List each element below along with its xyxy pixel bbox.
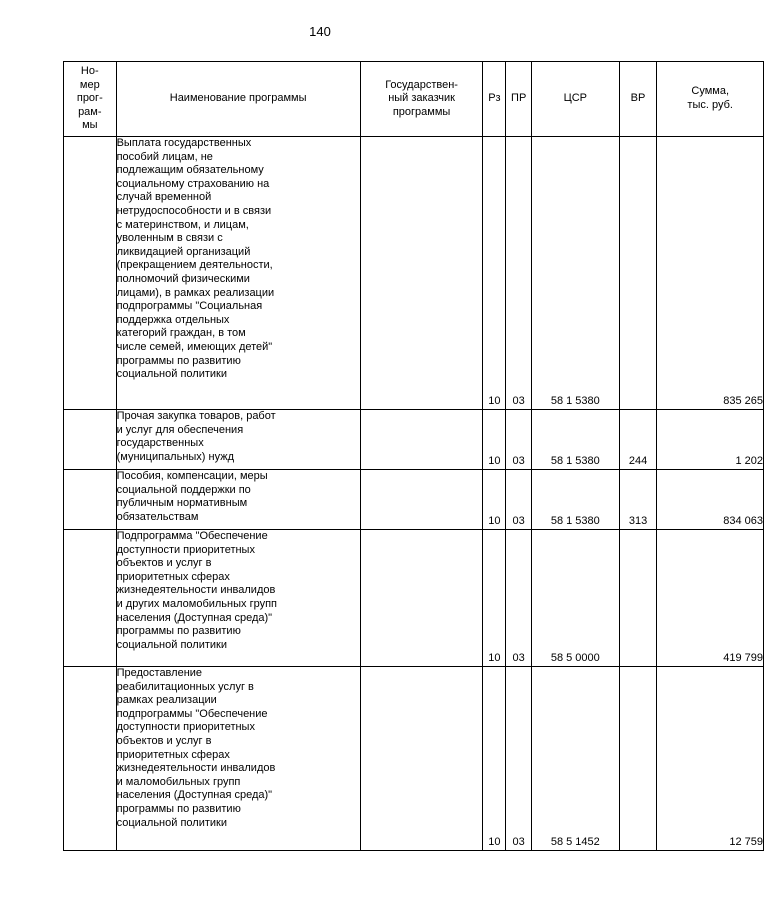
table-row xyxy=(64,530,764,667)
sum-cell: 1 202 xyxy=(657,410,764,470)
csr-cell: 58 1 5380 xyxy=(531,137,619,410)
program-number-cell xyxy=(64,530,117,667)
pr-cell: 03 xyxy=(506,137,532,410)
page-number: 140 xyxy=(309,24,331,39)
table-row xyxy=(64,137,764,410)
header-vr: ВР xyxy=(619,62,657,137)
vr-cell xyxy=(619,137,657,410)
program-name-cell: Выплата государственных пособий лицам, не подлежащим обязательному социальному страхованию на случай временной нетрудоспособности и в связи с материнством, и лицам, уволенным в связи с ликвидацией организаций (прекращением деятельности, полномочий физическими лицами), в рамках реализации подпрограммы "Социальная поддержка отдельных категорий граждан, в том числе семей, имеющих детей" программы по развитию социальной политики xyxy=(116,137,360,410)
vr-cell xyxy=(619,530,657,667)
sum-cell: 834 063 xyxy=(657,470,764,530)
rz-cell: 10 xyxy=(483,137,506,410)
table-row xyxy=(64,667,764,851)
budget-table xyxy=(63,61,764,851)
program-number-cell xyxy=(64,667,117,851)
vr-cell xyxy=(619,667,657,851)
state-customer-cell xyxy=(360,530,483,667)
program-name-cell: Предоставление реабилитационных услуг в рамках реализации подпрограммы "Обеспечение доступности приоритетных объектов и услуг в приоритетных сферах жизнедеятельности инвалидов и маломобильных групп населения (Доступная среда)" программы по развитию социальной политики xyxy=(116,667,360,851)
program-name-cell: Пособия, компенсации, меры социальной поддержки по публичным нормативным обязательствам xyxy=(116,470,360,530)
header-program-name: Наименование программы xyxy=(116,62,360,137)
header-state-customer: Государствен- ный заказчик программы xyxy=(360,62,483,137)
table-header-row xyxy=(64,62,764,137)
table-row xyxy=(64,470,764,530)
pr-cell: 03 xyxy=(506,410,532,470)
vr-cell: 244 xyxy=(619,410,657,470)
header-pr: ПР xyxy=(506,62,532,137)
sum-cell: 835 265 xyxy=(657,137,764,410)
program-name-cell: Прочая закупка товаров, работ и услуг для обеспечения государственных (муниципальных) нужд xyxy=(116,410,360,470)
program-number-cell xyxy=(64,410,117,470)
state-customer-cell xyxy=(360,470,483,530)
csr-cell: 58 1 5380 xyxy=(531,410,619,470)
rz-cell: 10 xyxy=(483,667,506,851)
table-row xyxy=(64,410,764,470)
header-rz: Рз xyxy=(483,62,506,137)
pr-cell: 03 xyxy=(506,530,532,667)
sum-cell: 419 799 xyxy=(657,530,764,667)
csr-cell: 58 1 5380 xyxy=(531,470,619,530)
vr-cell: 313 xyxy=(619,470,657,530)
program-name-cell: Подпрограмма "Обеспечение доступности приоритетных объектов и услуг в приоритетных сферах жизнедеятельности инвалидов и других маломобильных групп населения (Доступная среда)" программы по развитию социальной политики xyxy=(116,530,360,667)
program-number-cell xyxy=(64,137,117,410)
state-customer-cell xyxy=(360,667,483,851)
header-sum: Сумма, тыс. руб. xyxy=(657,62,764,137)
csr-cell: 58 5 1452 xyxy=(531,667,619,851)
header-program-number: Но- мер прог- рам- мы xyxy=(64,62,117,137)
program-number-cell xyxy=(64,470,117,530)
rz-cell: 10 xyxy=(483,530,506,667)
header-csr: ЦСР xyxy=(531,62,619,137)
state-customer-cell xyxy=(360,410,483,470)
rz-cell: 10 xyxy=(483,410,506,470)
state-customer-cell xyxy=(360,137,483,410)
sum-cell: 12 759 xyxy=(657,667,764,851)
pr-cell: 03 xyxy=(506,667,532,851)
rz-cell: 10 xyxy=(483,470,506,530)
pr-cell: 03 xyxy=(506,470,532,530)
csr-cell: 58 5 0000 xyxy=(531,530,619,667)
